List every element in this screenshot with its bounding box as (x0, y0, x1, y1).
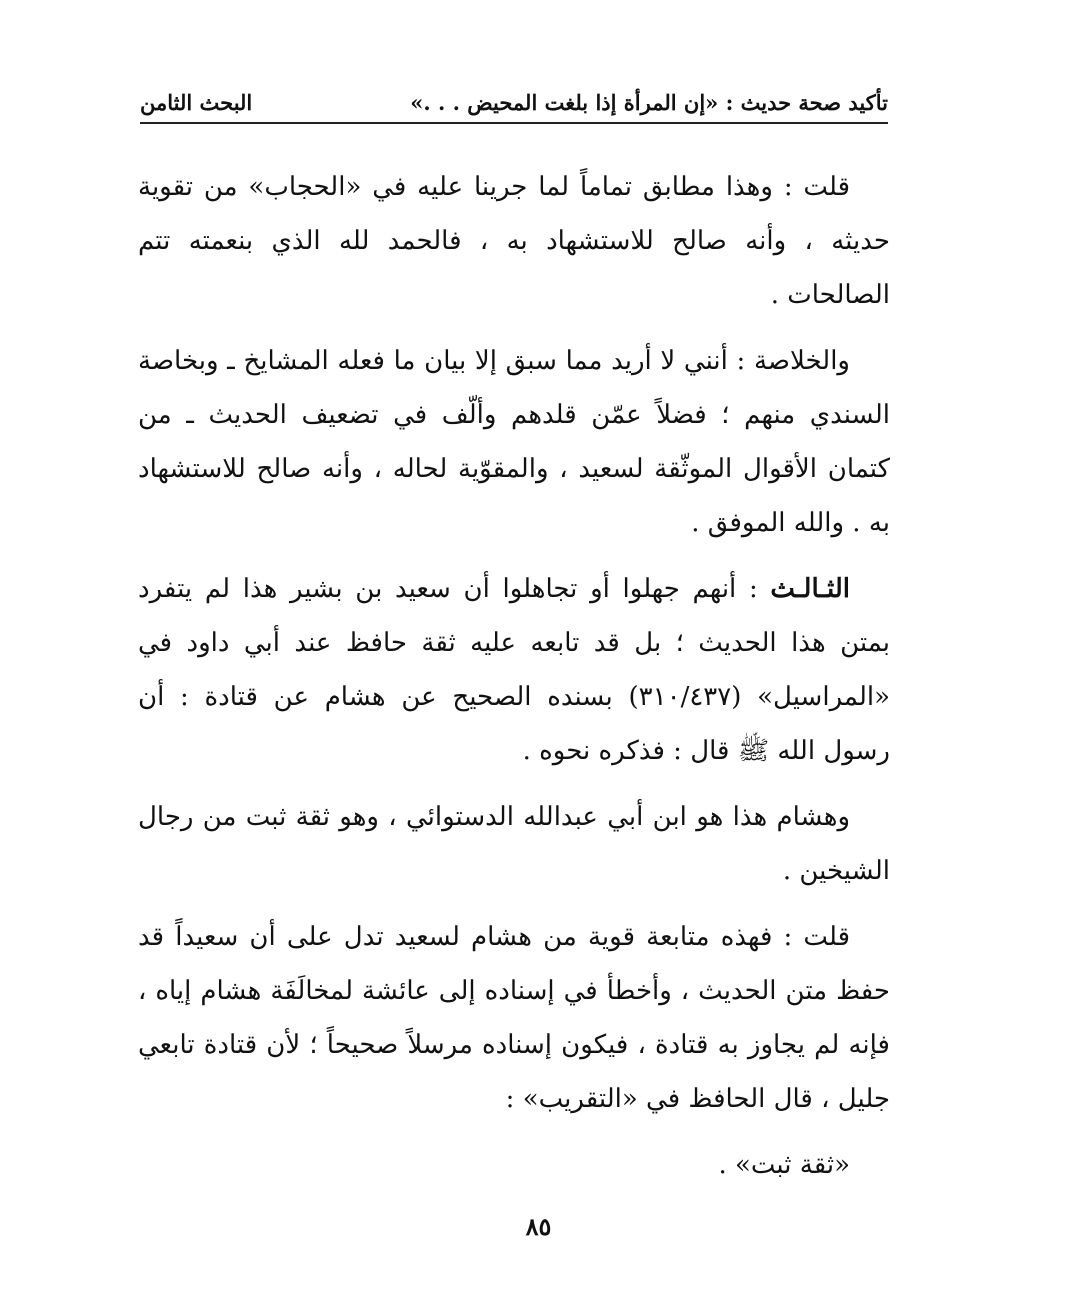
header-chapter: البحث الثامن (140, 89, 253, 115)
paragraph-text: : أنهم جهلوا أو تجاهلوا أن سعيد بن بشير هذا لم يتفرد بمتن هذا الحديث ؛ بل قد تابعه عليه ثقة حافظ عند أبي داود في «المراسيل» (٣١٠/٤٣٧) بسنده الصحيح عن هشام عن قتادة : أن رسول الله ﷺ قال : فذكره نحوه . (138, 574, 890, 766)
paragraph (138, 790, 890, 898)
quote-line: «ثقة ثبت» . (718, 1150, 850, 1180)
paragraph (138, 160, 890, 322)
paragraph (138, 910, 890, 1126)
paragraph (138, 562, 890, 778)
body-text (138, 160, 890, 1192)
paragraph-text: قلت : وهذا مطابق تماماً لما جرينا عليه في «الحجاب» من تقوية حديثه ، وأنه صالح للاستشهاد به ، فالحمد لله الذي بنعمته تتم الصالحات . (138, 172, 890, 310)
page-header (140, 82, 888, 124)
paragraph (138, 334, 890, 550)
paragraph-text: قلت : فهذه متابعة قوية من هشام لسعيد تدل على أن سعيداً قد حفظ متن الحديث ، وأخطأ في إسناده إلى عائشة لمخالَفَة هشام إياه ، فإنه لم يجاوز به قتادة ، فيكون إسناده مرسلاً صحيحاً ؛ لأن قتادة تابعي جليل ، قال الحافظ في «التقريب» : (138, 922, 890, 1114)
page-number: ٨٥ (525, 1212, 552, 1241)
paragraph-text: والخلاصة : أنني لا أريد مما سبق إلا بيان ما فعله المشايخ ـ وبخاصة السندي منهم ؛ فضلاً عمّن قلدهم وألّف في تضعيف الحديث ـ من كتمان الأقوال الموثّقة لسعيد ، والمقوّية لحاله ، وأنه صالح للاستشهاد به . والله الموفق . (138, 346, 890, 538)
header-title: تأكيد صحة حديث : «إن المرأة إذا بلغت المحيض . . .» (410, 89, 888, 115)
paragraph-lead: الثـالـث (770, 574, 850, 604)
paragraph-text: وهشام هذا هو ابن أبي عبدالله الدستوائي ، وهو ثقة ثبت من رجال الشيخين . (138, 802, 890, 886)
